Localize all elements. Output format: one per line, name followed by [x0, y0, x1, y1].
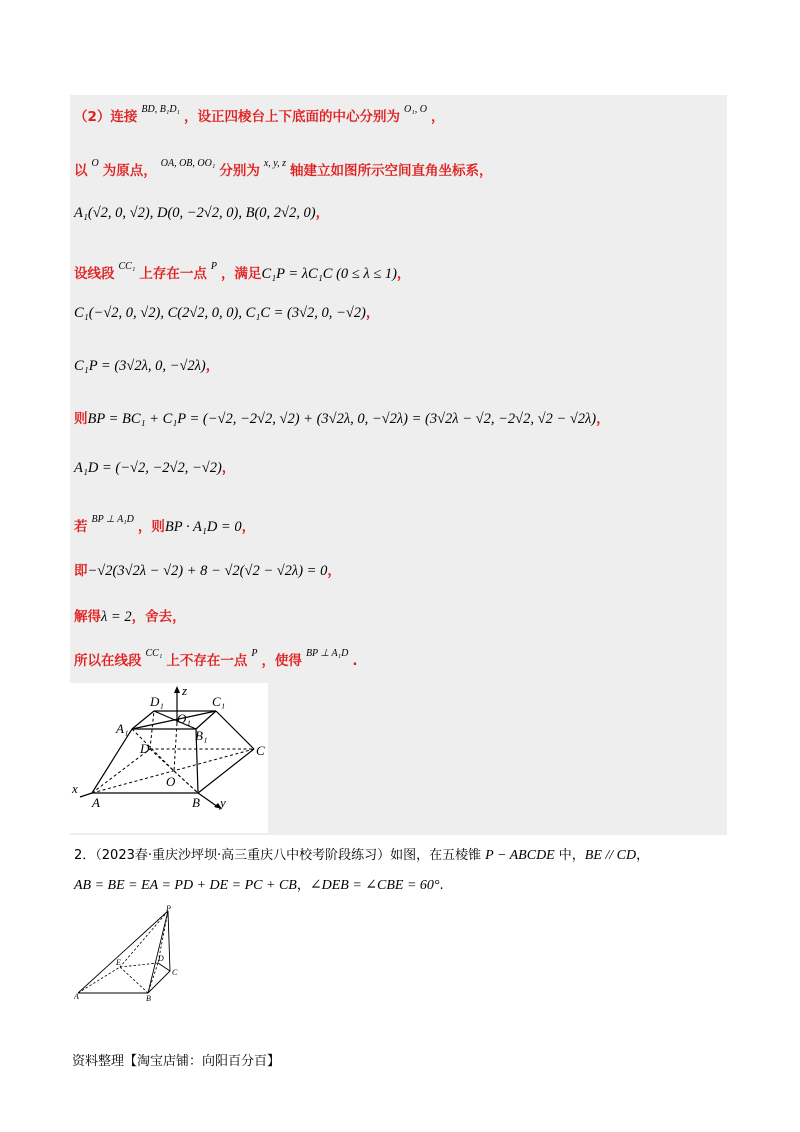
label-b: B	[146, 994, 151, 1003]
question-2-line-2: AB = BE = EA = PD + DE = PC + CB，∠DEB = ∠CBE = 60°.	[74, 878, 444, 893]
label-b: B	[192, 795, 200, 810]
edge-d-d1	[150, 711, 154, 749]
solution-line-12: 所以在线段 $^{CC_1}$ 上不存在一点 $^P$ ，使得 $^{BP \perp A_1D}$ .	[74, 648, 358, 669]
solution-line-7: 则BP = BC₁ + C₁P = (−√2, −2√2, √2) + (3√2λ, 0, −√2λ) = (3√2λ − √2, −2√2, √2 − √2λ)，	[74, 411, 610, 427]
label-d: D	[158, 954, 164, 963]
solution-line-5: C₁(−√2, 0, √2), C(2√2, 0, 0), C₁C = (3√2, 0, −√2)，	[74, 305, 380, 321]
pyramid-figure	[74, 905, 194, 1005]
label-b1: B₁	[195, 728, 208, 743]
label-a1: A₁	[116, 721, 129, 736]
solution-line-4: 设线段 $^{CC_1}$ 上存在一点 $^P$ ，满足C₁P = λC₁C (0 ≤ λ ≤ 1)，	[74, 261, 411, 282]
label-x: x	[72, 781, 78, 796]
frustum-figure	[70, 683, 268, 833]
solution-line-3: A₁(√2, 0, √2), D(0, −2√2, 0), B(0, 2√2, 0)，	[74, 205, 330, 221]
solution-line-1: （2）连接 $^{BD, B_1D_1}$ ，设正四棱台上下底面的中心分别为 $^{O_1, O}$ ，	[74, 104, 445, 125]
label-z: z	[182, 683, 188, 698]
label-o: O	[166, 774, 176, 789]
label-d: D	[140, 741, 150, 756]
solution-line-9: 若 $^{BP \perp A_1D}$ ，则BP · A₁D = 0，	[74, 514, 256, 535]
solution-line-10: 即−√2(3√2λ − √2) + 8 − √2(√2 − √2λ) = 0，	[74, 563, 341, 579]
pyramid-diagram	[74, 905, 194, 1005]
label-o1: O₁	[177, 711, 191, 726]
label-c: C	[172, 968, 178, 977]
label-e: E	[116, 958, 121, 967]
label-c: C	[256, 743, 265, 758]
solution-line-11: 解得λ = 2，舍去，	[74, 609, 186, 625]
solution-line-8: A₁D = (−√2, −2√2, −√2)，	[74, 460, 236, 476]
label-a: A	[92, 795, 100, 810]
label-d1: D₁	[150, 694, 164, 709]
question-2-line-1: 2．（2023春·重庆沙坪坝·高三重庆八中校考阶段练习）如图，在五棱锥 P − ABCDE 中，BE // CD，	[74, 848, 650, 863]
label-y: y	[220, 795, 226, 810]
label-a: A	[74, 992, 79, 1001]
question-source: （2023春·重庆沙坪坝·高三重庆八中校考阶段练习）如图，在五棱锥	[95, 848, 482, 863]
edge-b-c	[198, 749, 254, 793]
label-c1: C₁	[212, 694, 226, 709]
edge-c-c1	[216, 711, 254, 749]
frustum-diagram	[70, 683, 268, 833]
solution-line-6: C₁P = (3√2λ, 0, −√2λ)，	[74, 358, 220, 374]
footer-note: 资料整理【淘宝店铺：向阳百分百】	[72, 1054, 281, 1069]
label-p: P	[166, 905, 171, 913]
solution-line-2: 以 $^O$ 为原点， $^{OA, OB, OO_1}$ 分别为 $^{x, y, z}$ 轴建立如图所示空间直角坐标系，	[74, 158, 493, 179]
question-number: 2．	[74, 848, 96, 863]
